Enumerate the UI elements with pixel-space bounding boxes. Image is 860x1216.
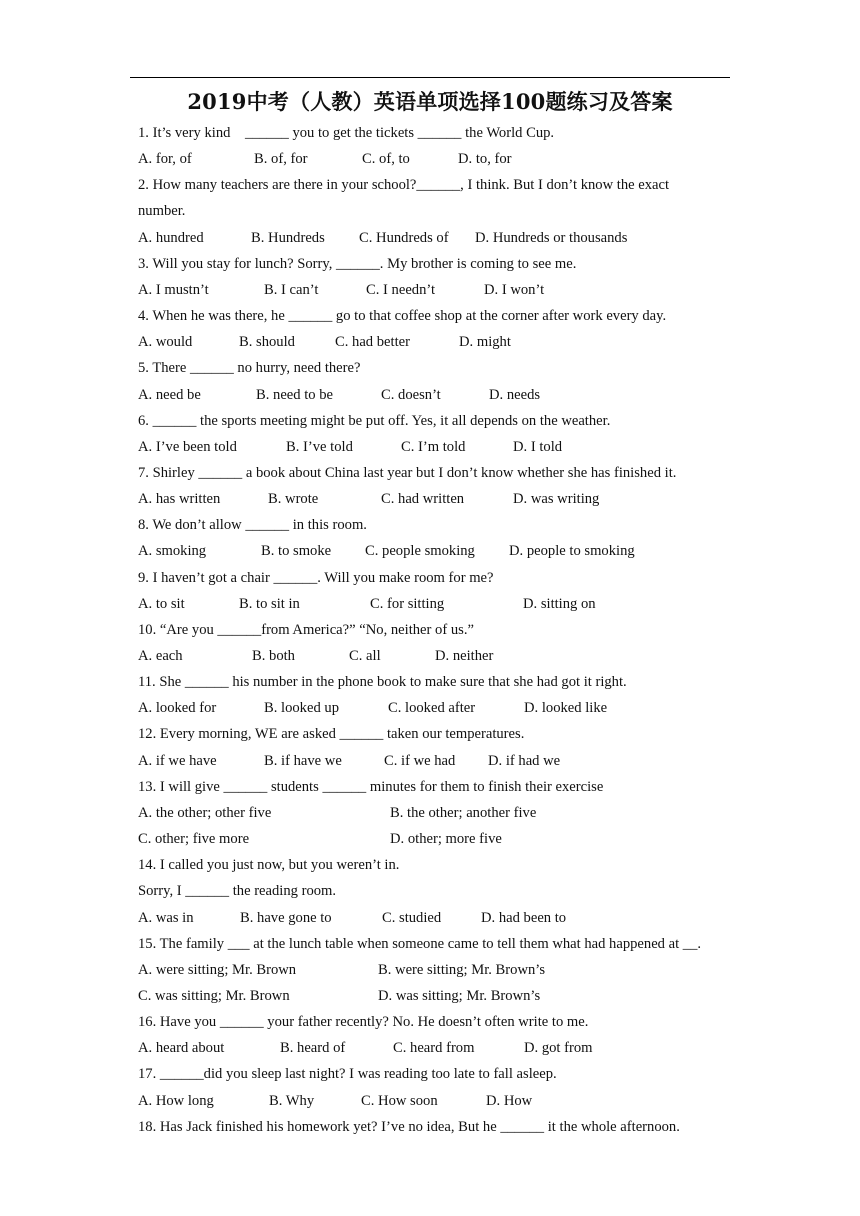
answer-option[interactable]: D. I told <box>513 439 563 455</box>
answer-option[interactable]: D. was sitting; Mr. Brown’s <box>378 988 541 1004</box>
answer-option[interactable]: D. sitting on <box>523 596 596 612</box>
answer-option[interactable]: A. has written <box>138 491 221 507</box>
answer-option[interactable]: D. How <box>486 1093 533 1109</box>
answer-option[interactable]: D. other; more five <box>390 831 502 847</box>
answer-option[interactable]: D. got from <box>524 1040 593 1056</box>
answer-option[interactable]: B. the other; another five <box>390 805 537 821</box>
page-title: 2019中考（人教）英语单项选择100题练习及答案 <box>187 89 673 114</box>
answer-option[interactable]: B. were sitting; Mr. Brown’s <box>378 962 546 978</box>
answer-option[interactable]: C. people smoking <box>365 543 475 559</box>
question-stem: Sorry, I ______ the reading room. <box>138 883 337 899</box>
answer-option[interactable]: D. might <box>459 334 511 350</box>
answer-option[interactable]: D. to, for <box>458 151 512 167</box>
answer-option[interactable]: B. need to be <box>256 387 334 403</box>
question-stem: 16. Have you ______ your father recently? No. He doesn’t often write to me. <box>138 1014 589 1030</box>
answer-option[interactable]: B. looked up <box>264 700 339 716</box>
question-stem: number. <box>138 203 186 219</box>
answer-option[interactable]: D. looked like <box>524 700 608 716</box>
answer-option[interactable]: A. need be <box>138 387 201 403</box>
answer-option[interactable]: C. Hundreds of <box>359 230 449 246</box>
answer-option[interactable]: C. other; five more <box>138 831 250 847</box>
question-stem: 9. I haven’t got a chair ______. Will you make room for me? <box>138 570 494 586</box>
answer-option[interactable]: A. if we have <box>138 753 217 769</box>
answer-option[interactable]: C. had better <box>335 334 410 350</box>
answer-option[interactable]: B. have gone to <box>240 910 332 926</box>
answer-option[interactable]: C. was sitting; Mr. Brown <box>138 988 290 1004</box>
answer-option[interactable]: A. looked for <box>138 700 217 716</box>
answer-option[interactable]: A. were sitting; Mr. Brown <box>138 962 297 978</box>
answer-option[interactable]: B. of, for <box>254 151 308 167</box>
question-stem: 17. ______did you sleep last night? I was reading too late to fall asleep. <box>138 1066 557 1082</box>
question-stem: 15. The family ___ at the lunch table when someone came to tell them what had happened at __. <box>138 936 702 952</box>
question-stem: 7. Shirley ______ a book about China last year but I don’t know whether she has finished it. <box>138 465 677 481</box>
answer-option[interactable]: D. neither <box>435 648 494 664</box>
answer-option[interactable]: B. both <box>252 648 295 664</box>
question-stem: 12. Every morning, WE are asked ______ taken our temperatures. <box>138 726 525 742</box>
answer-option[interactable]: A. heard about <box>138 1040 225 1056</box>
answer-option[interactable]: D. people to smoking <box>509 543 635 559</box>
answer-option[interactable]: A. each <box>138 648 183 664</box>
question-stem: 18. Has Jack finished his homework yet? I’ve no idea, But he ______ it the whole afternoon. <box>138 1119 680 1135</box>
answer-option[interactable]: C. studied <box>382 910 442 926</box>
question-stem: 6. ______ the sports meeting might be put off. Yes, it all depends on the weather. <box>138 413 611 429</box>
answer-option[interactable]: D. I won’t <box>484 282 545 298</box>
answer-option[interactable]: A. I mustn’t <box>138 282 209 298</box>
answer-option[interactable]: D. if had we <box>488 753 561 769</box>
answer-option[interactable]: C. if we had <box>384 753 456 769</box>
answer-option[interactable]: B. if have we <box>264 753 342 769</box>
answer-option[interactable]: C. of, to <box>362 151 410 167</box>
answer-option[interactable]: B. I can’t <box>264 282 319 298</box>
answer-option[interactable]: D. Hundreds or thousands <box>475 230 628 246</box>
answer-option[interactable]: D. needs <box>489 387 541 403</box>
answer-option[interactable]: C. for sitting <box>370 596 445 612</box>
question-stem: 13. I will give ______ students ______ minutes for them to finish their exercise <box>138 779 604 795</box>
answer-option[interactable]: C. doesn’t <box>381 387 441 403</box>
answer-option[interactable]: A. the other; other five <box>138 805 272 821</box>
answer-option[interactable]: A. was in <box>138 910 194 926</box>
answer-option[interactable]: B. should <box>239 334 295 350</box>
header-rule <box>130 77 730 78</box>
answer-option[interactable]: C. How soon <box>361 1093 438 1109</box>
answer-option[interactable]: C. looked after <box>388 700 476 716</box>
question-stem: 4. When he was there, he ______ go to that coffee shop at the corner after work every day. <box>138 308 667 324</box>
answer-option[interactable]: B. heard of <box>280 1040 346 1056</box>
answer-option[interactable]: A. smoking <box>138 543 207 559</box>
answer-option[interactable]: B. Why <box>269 1093 315 1109</box>
answer-option[interactable]: B. to sit in <box>239 596 300 612</box>
answer-option[interactable]: C. I needn’t <box>366 282 436 298</box>
question-stem: 10. “Are you ______from America?” “No, neither of us.” <box>138 622 474 638</box>
answer-option[interactable]: D. had been to <box>481 910 567 926</box>
answer-option[interactable]: A. hundred <box>138 230 204 246</box>
answer-option[interactable]: A. would <box>138 334 193 350</box>
answer-option[interactable]: B. wrote <box>268 491 319 507</box>
question-stem: 5. There ______ no hurry, need there? <box>138 360 361 376</box>
question-stem: 1. It’s very kind ______ you to get the tickets ______ the World Cup. <box>138 125 555 141</box>
answer-option[interactable]: C. had written <box>381 491 465 507</box>
question-stem: 8. We don’t allow ______ in this room. <box>138 517 367 533</box>
answer-option[interactable]: B. to smoke <box>261 543 332 559</box>
answer-option[interactable]: A. I’ve been told <box>138 439 237 455</box>
answer-option[interactable]: A. for, of <box>138 151 192 167</box>
answer-option[interactable]: B. Hundreds <box>251 230 325 246</box>
question-stem: 2. How many teachers are there in your school?______, I think. But I don’t know the exact <box>138 177 670 193</box>
answer-option[interactable]: C. heard from <box>393 1040 475 1056</box>
question-stem: 11. She ______ his number in the phone book to make sure that she had got it right. <box>138 674 627 690</box>
question-stem: 14. I called you just now, but you weren’t in. <box>138 857 400 873</box>
answer-option[interactable]: A. to sit <box>138 596 185 612</box>
answer-option[interactable]: C. all <box>349 648 381 664</box>
answer-option[interactable]: C. I’m told <box>401 439 466 455</box>
answer-option[interactable]: D. was writing <box>513 491 600 507</box>
answer-option[interactable]: B. I’ve told <box>286 439 353 455</box>
question-stem: 3. Will you stay for lunch? Sorry, ______. My brother is coming to see me. <box>138 256 577 272</box>
answer-option[interactable]: A. How long <box>138 1093 214 1109</box>
